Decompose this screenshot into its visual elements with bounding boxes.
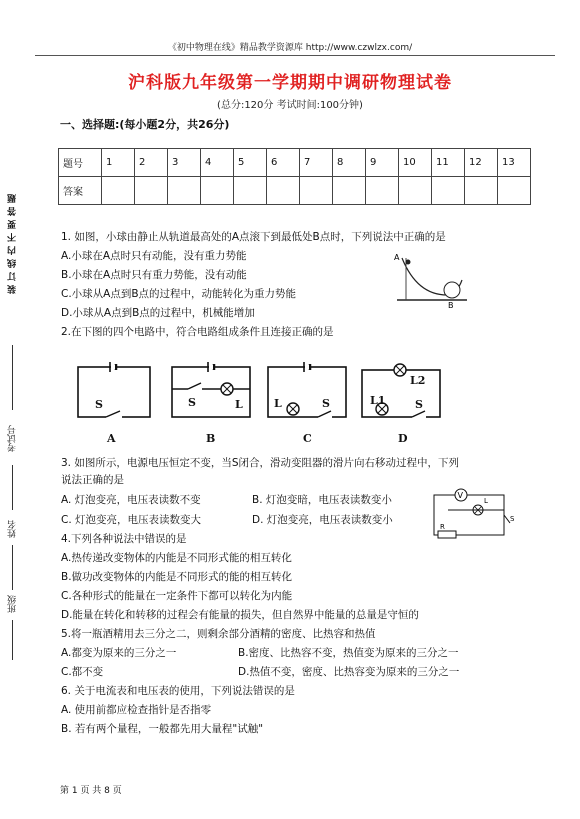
track-figure [392, 250, 472, 310]
answer-cell[interactable] [399, 177, 432, 205]
binding-line [12, 345, 13, 410]
answer-table [58, 148, 531, 205]
circuit-a [78, 362, 150, 420]
circuit-c [268, 362, 346, 419]
circuit-b-switch-label: S [188, 396, 196, 409]
table-cell: 10 [399, 149, 432, 177]
option-5a: A.都变为原来的三分之一 [61, 647, 177, 659]
exam-subtitle: (总分:120分 考试时间:100分钟) [217, 100, 363, 111]
option-4c: C.各种形式的能量在一定条件下都可以转化为内能 [61, 590, 293, 602]
question-2: 2.在下图的四个电路中，符合电路组成条件且连接正确的是 [61, 326, 334, 338]
option-3a: A. 灯泡变亮，电压表读数不变 [61, 494, 201, 506]
circuit-c-caption: C [303, 432, 312, 445]
table-cell: 4 [201, 149, 234, 177]
circuit-d-switch-label: S [415, 398, 423, 411]
option-4b: B.做功改变物体的内能是不同形式的能的相互转化 [61, 571, 293, 583]
circuit-a-switch-label: S [95, 398, 103, 411]
option-5b: B.密度、比热容不变，热值变为原来的三分之一 [238, 647, 459, 659]
option-1d: D.小球从A点到B点的过程中，机械能增加 [61, 307, 255, 319]
question-1: 1. 如图，小球由静止从轨道最高处的A点滚下到最低处B点时，下列说法中正确的是 [61, 231, 446, 243]
answer-cell[interactable] [333, 177, 366, 205]
circuit-c-switch-label: S [322, 397, 330, 410]
option-3c: C. 灯泡变亮，电压表读数变大 [61, 514, 202, 526]
option-5c: C.都不变 [61, 666, 104, 678]
answer-cell[interactable] [267, 177, 300, 205]
question-6: 6. 关于电流表和电压表的使用，下列说法错误的是 [61, 685, 295, 697]
exam-title: 沪科版九年级第一学期期中调研物理试卷 [128, 73, 452, 93]
point-a-label: A [394, 253, 400, 262]
answer-cell[interactable] [498, 177, 531, 205]
point-b-label: B [448, 301, 454, 310]
option-1b: B.小球在A点时只有重力势能，没有动能 [61, 269, 247, 281]
lamp-label: L [484, 497, 488, 505]
binding-note: 装订线内不要答题 [8, 190, 18, 294]
answer-cell[interactable] [465, 177, 498, 205]
option-4d: D.能量在转化和转移的过程会有能量的损失，但自然界中能量的总量是守恒的 [61, 609, 419, 621]
header-divider [35, 55, 555, 56]
switch-label: S [510, 515, 515, 523]
answer-cell[interactable] [432, 177, 465, 205]
table-cell: 6 [267, 149, 300, 177]
option-5d: D.热值不变，密度、比热容变为原来的三分之一 [238, 666, 460, 678]
table-cell: 8 [333, 149, 366, 177]
table-cell: 1 [102, 149, 135, 177]
option-1a: A.小球在A点时只有动能，没有重力势能 [61, 250, 247, 262]
circuit-c-lamp-label: L [274, 397, 282, 410]
class-label: 班级 [8, 595, 18, 613]
table-cell: 12 [465, 149, 498, 177]
section-heading: 一、选择题:(每小题2分，共26分) [60, 118, 230, 131]
binding-line [12, 620, 13, 660]
table-cell: 3 [168, 149, 201, 177]
answer-cell[interactable] [102, 177, 135, 205]
table-cell: 13 [498, 149, 531, 177]
answer-cell[interactable] [135, 177, 168, 205]
table-cell: 5 [234, 149, 267, 177]
table-row [59, 177, 531, 205]
answer-cell[interactable] [234, 177, 267, 205]
answer-cell[interactable] [300, 177, 333, 205]
circuit-a-caption: A [107, 432, 116, 445]
option-3d: D. 灯泡变亮，电压表读数变小 [252, 514, 393, 526]
name-label: 姓名 [8, 520, 18, 538]
option-3b: B. 灯泡变暗，电压表读数变小 [252, 494, 392, 506]
table-cell: 2 [135, 149, 168, 177]
voltmeter-label: V [457, 491, 463, 500]
circuit-d [362, 364, 440, 419]
option-1c: C.小球从A点到B点的过程中，动能转化为重力势能 [61, 288, 297, 300]
rheostat-circuit-figure [428, 485, 520, 543]
table-row [59, 149, 531, 177]
circuit-d-lamp2-label: L2 [410, 374, 426, 387]
binding-line [12, 545, 13, 590]
answer-cell[interactable] [168, 177, 201, 205]
table-cell: 7 [300, 149, 333, 177]
binding-line [12, 465, 13, 510]
question-4: 4.下列各种说法中错误的是 [61, 533, 187, 545]
question-5: 5.将一瓶酒精用去三分之二，则剩余部分酒精的密度、比热容和热值 [61, 628, 376, 640]
circuit-d-caption: D [398, 432, 408, 445]
page-header: 《初中物理在线》精品教学资源库 http://www.czwlzx.com/ [167, 43, 413, 53]
question-3-cont: 说法正确的是 [61, 474, 124, 486]
page-footer: 第 1 页 共 8 页 [60, 786, 122, 796]
row-label: 答案 [59, 177, 102, 205]
table-cell: 11 [432, 149, 465, 177]
circuit-diagrams [70, 362, 450, 422]
option-6a: A. 使用前都应检查指针是否指零 [61, 704, 212, 716]
row-label: 题号 [59, 149, 102, 177]
circuit-d-lamp1-label: L1 [370, 394, 386, 407]
exam-number-label: 考试号 [8, 425, 18, 452]
question-3: 3. 如图所示，电源电压恒定不变，当S闭合，滑动变阻器的滑片向右移动过程中，下列 [61, 457, 460, 469]
table-cell: 9 [366, 149, 399, 177]
option-6b: B. 若有两个量程，一般都先用大量程"试触" [61, 723, 264, 735]
circuit-b-lamp-label: L [235, 398, 243, 411]
circuit-b-caption: B [206, 432, 216, 445]
answer-cell[interactable] [201, 177, 234, 205]
option-4a: A.热传递改变物体的内能是不同形式能的相互转化 [61, 552, 292, 564]
rheostat-label: R [440, 523, 445, 531]
answer-cell[interactable] [366, 177, 399, 205]
